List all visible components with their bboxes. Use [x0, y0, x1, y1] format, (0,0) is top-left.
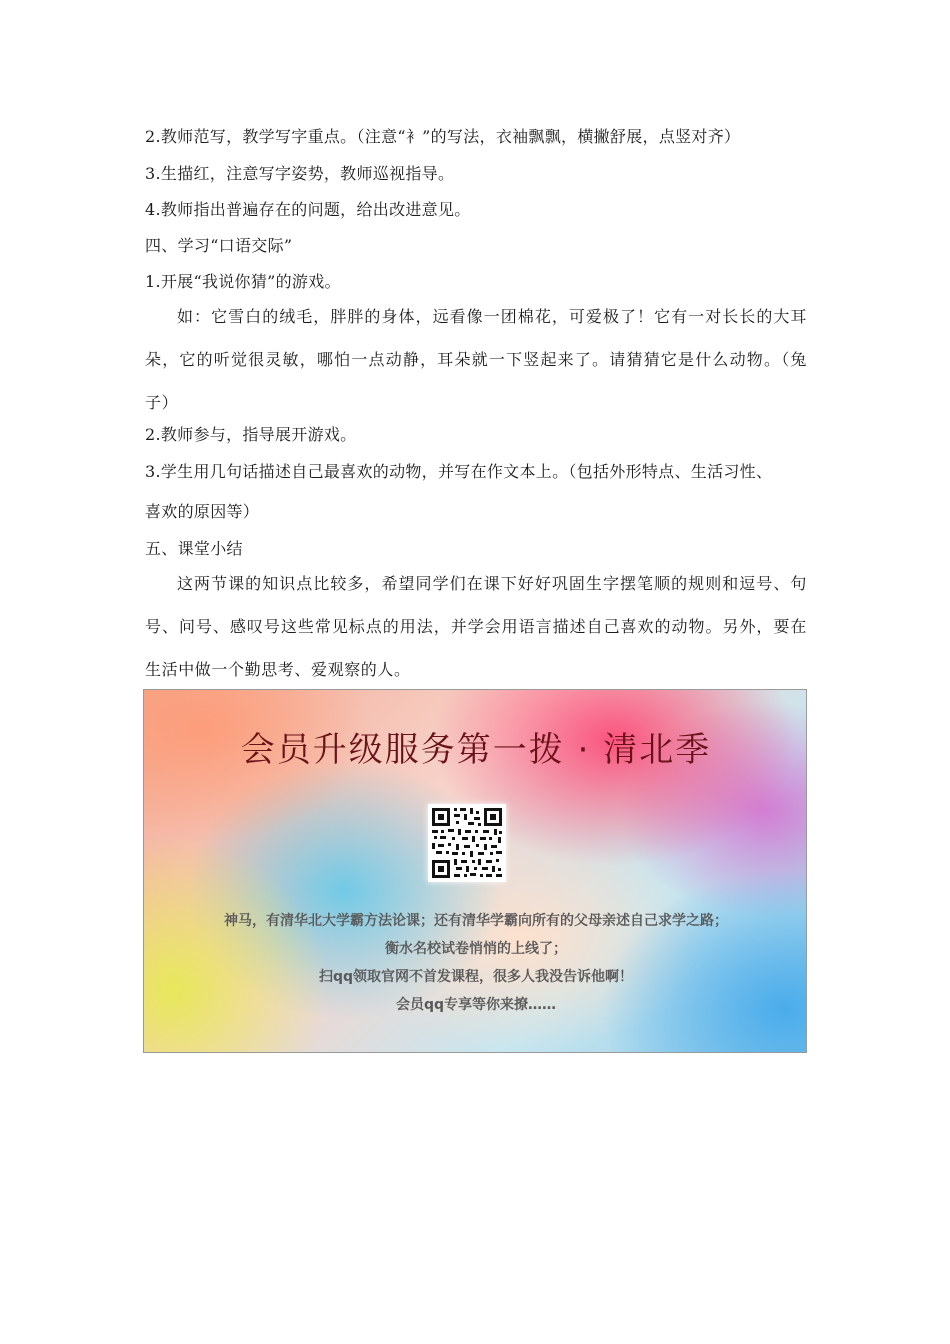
section-4-heading: 四、学习“口语交际” [145, 236, 293, 255]
game-step-3-continuation: 喜欢的原因等） [145, 502, 260, 521]
game-step-3-line: 3.学生用几句话描述自己最喜欢的动物，并写在作文本上。（包括外形特点、生活习性、 [145, 462, 773, 481]
qr-code-icon [428, 804, 506, 882]
banner-line: 扫qq领取官网不首发课程，很多人我没告诉他啊！ [318, 969, 634, 985]
qr-code-graphic [428, 804, 506, 882]
banner-text-block [144, 907, 807, 1019]
game-step-1-line: 1.开展“我说你猜”的游戏。 [145, 272, 341, 291]
section-5-heading: 五、课堂小结 [145, 539, 243, 558]
step-3-line: 3.生描红，注意写字姿势，教师巡视指导。 [145, 164, 455, 183]
promo-banner [143, 689, 807, 1053]
example-paragraph: 如：它雪白的绒毛，胖胖的身体，远看像一团棉花，可爱极了！它有一对长长的大耳朵，它的听觉很灵敏，哪怕一点动静，耳朵就一下竖起来了。请猜猜它是什么动物。（兔子） [145, 307, 807, 412]
step-4-line: 4.教师指出普遍存在的问题，给出改进意见。 [145, 200, 471, 219]
game-step-2-line: 2.教师参与，指导展开游戏。 [145, 425, 357, 444]
step-2-line: 2.教师范写，教学写字重点。（注意“衤”的写法，衣袖飘飘，横撇舒展，点竖对齐） [145, 127, 741, 146]
banner-line: 神马，有清华北大学霸方法论课；还有清华学霸向所有的父母亲述自己求学之路； [224, 913, 728, 929]
banner-line: 会员qq专享等你来撩…… [395, 997, 557, 1013]
summary-paragraph: 这两节课的知识点比较多，希望同学们在课下好好巩固生字摆笔顺的规则和逗号、句号、问号、感叹号这些常见标点的用法，并学会用语言描述自己喜欢的动物。另外，要在生活中做一个勤思考、爱观察的人。 [145, 574, 807, 679]
banner-title: 会员升级服务第一拨 · 清北季 [240, 730, 712, 770]
banner-line: 衡水名校试卷悄悄的上线了； [385, 941, 567, 957]
